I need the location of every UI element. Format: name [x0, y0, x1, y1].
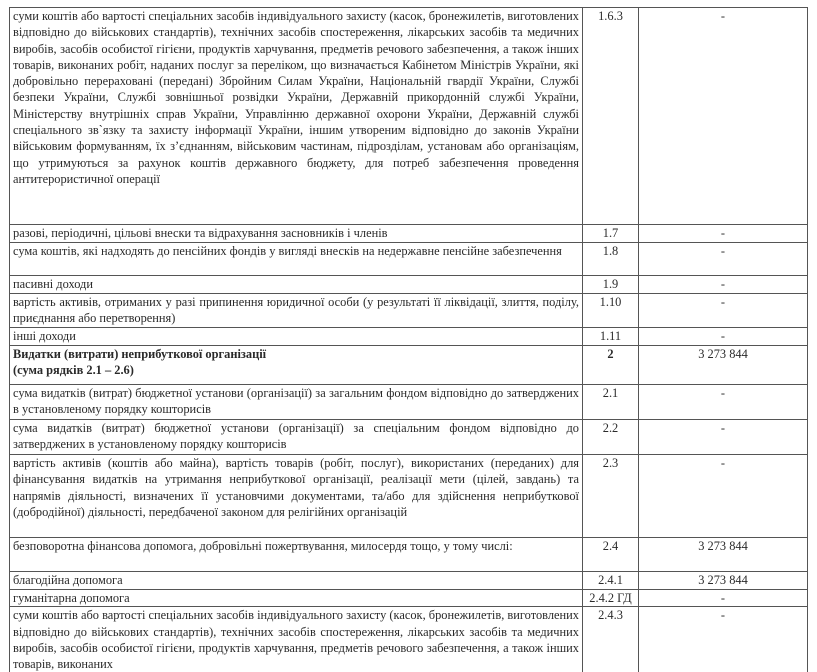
row-code: 1.11 [583, 328, 639, 346]
table-row-expenses-total [10, 346, 808, 385]
row-description: інші доходи [10, 328, 583, 346]
row-value: - [639, 420, 808, 455]
table-row [10, 8, 808, 225]
row-code: 2.4.1 [583, 572, 639, 590]
row-description: вартість активів, отриманих у разі припинення юридичної особи (у результаті її ліквідації, злиття, поділу, приєднання або перетворення) [10, 294, 583, 328]
row-value: 3 273 844 [639, 572, 808, 590]
row-description: благодійна допомога [10, 572, 583, 590]
table-row [10, 294, 808, 328]
row-code: 2.4 [583, 538, 639, 572]
row-description: вартість активів (коштів або майна), вартість товарів (робіт, послуг), використаних (переданих) для фінансування видатків на утримання неприбуткової організації, реалізації мети (цілей, завдань) та напрямів діяльності, визначених її установчими документами, та/або для здійснення неприбуткової (добродійної) діяльності, передбаченої законом для релігійних організацій [10, 455, 583, 538]
row-value: - [639, 294, 808, 328]
table-row [10, 607, 808, 672]
row-value: 3 273 844 [639, 346, 808, 385]
row-description: суми коштів або вартості спеціальних засобів індивідуального захисту (касок, бронежилетів, виготовлених відповідно до військових стандартів), технічних засобів спостереження, лікарських засобів та медичних виробів, засобів особистої гігієни, продуктів харчування, предметів речового забезпечення, а також інших товарів, виконаних робіт, наданих послуг за переліком, що визначається Кабінетом Міністрів України, які добровільно перераховані (передані) Збройним Силам України, Національній гвардії України, Службі безпеки України, Службі зовнішньої розвідки України, Державній прикордонній службі України, Міністерству внутрішніх справ України, Управлінню державної охорони України, Державній службі спеціального зв`язку та захисту інформації України, іншим утвореним відповідно до законів України військовим формуванням, їх з’єднанням, військовим частинам, підрозділам, установам або організаціям, що утримуються за рахунок коштів державного бюджету, для потреб забезпечення проведення антитерористичної операції [10, 8, 583, 225]
row-code: 1.10 [583, 294, 639, 328]
row-code: 1.6.3 [583, 8, 639, 225]
row-code: 2.3 [583, 455, 639, 538]
table-row [10, 276, 808, 294]
row-value: - [639, 276, 808, 294]
row-code: 2 [583, 346, 639, 385]
row-value: - [639, 590, 808, 607]
row-code: 1.7 [583, 225, 639, 243]
row-code: 2.1 [583, 385, 639, 420]
row-value: - [639, 8, 808, 225]
table-row [10, 572, 808, 590]
row-description: сума видатків (витрат) бюджетної установи (організації) за загальним фондом відповідно до затверджених в установленому порядку кошторисів [10, 385, 583, 420]
row-description [10, 346, 583, 385]
row-code: 2.2 [583, 420, 639, 455]
row-value: - [639, 225, 808, 243]
row-value: - [639, 243, 808, 276]
table-row [10, 385, 808, 420]
table-row [10, 243, 808, 276]
row-code: 1.9 [583, 276, 639, 294]
row-description: сума видатків (витрат) бюджетної установи (організації) за спеціальним фондом відповідно до затверджених в установленому порядку кошторисів [10, 420, 583, 455]
row-description: пасивні доходи [10, 276, 583, 294]
row-value: - [639, 385, 808, 420]
table-row [10, 455, 808, 538]
row-value: - [639, 607, 808, 672]
row-subtitle: (сума рядків 2.1 – 2.6) [13, 363, 134, 378]
row-value: 3 273 844 [639, 538, 808, 572]
row-value: - [639, 328, 808, 346]
row-title: Видатки (витрати) неприбуткової організації [13, 347, 267, 361]
row-description: сума коштів, які надходять до пенсійних фондів у вигляді внесків на недержавне пенсійне забезпечення [10, 243, 583, 276]
table-row [10, 328, 808, 346]
row-code: 1.8 [583, 243, 639, 276]
table-row [10, 420, 808, 455]
row-description: разові, періодичні, цільові внески та відрахування засновників і членів [10, 225, 583, 243]
table-row [10, 590, 808, 607]
row-code: 2.4.2 ГД [583, 590, 639, 607]
table-row [10, 538, 808, 572]
row-code: 2.4.3 [583, 607, 639, 672]
row-description: безповоротна фінансова допомога, добровільні пожертвування, милосердя тощо, у тому числі: [10, 538, 583, 572]
financial-report-table [9, 7, 808, 672]
row-description: гуманітарна допомога [10, 590, 583, 607]
table-row [10, 225, 808, 243]
row-description: суми коштів або вартості спеціальних засобів індивідуального захисту (касок, бронежилетів, виготовлених відповідно до військових стандартів), технічних засобів спостереження, лікарських засобів та медичних виробів, засобів особистої гігієни, продуктів харчування, предметів речового забезпечення, а також інших товарів, виконаних [10, 607, 583, 672]
row-value: - [639, 455, 808, 538]
